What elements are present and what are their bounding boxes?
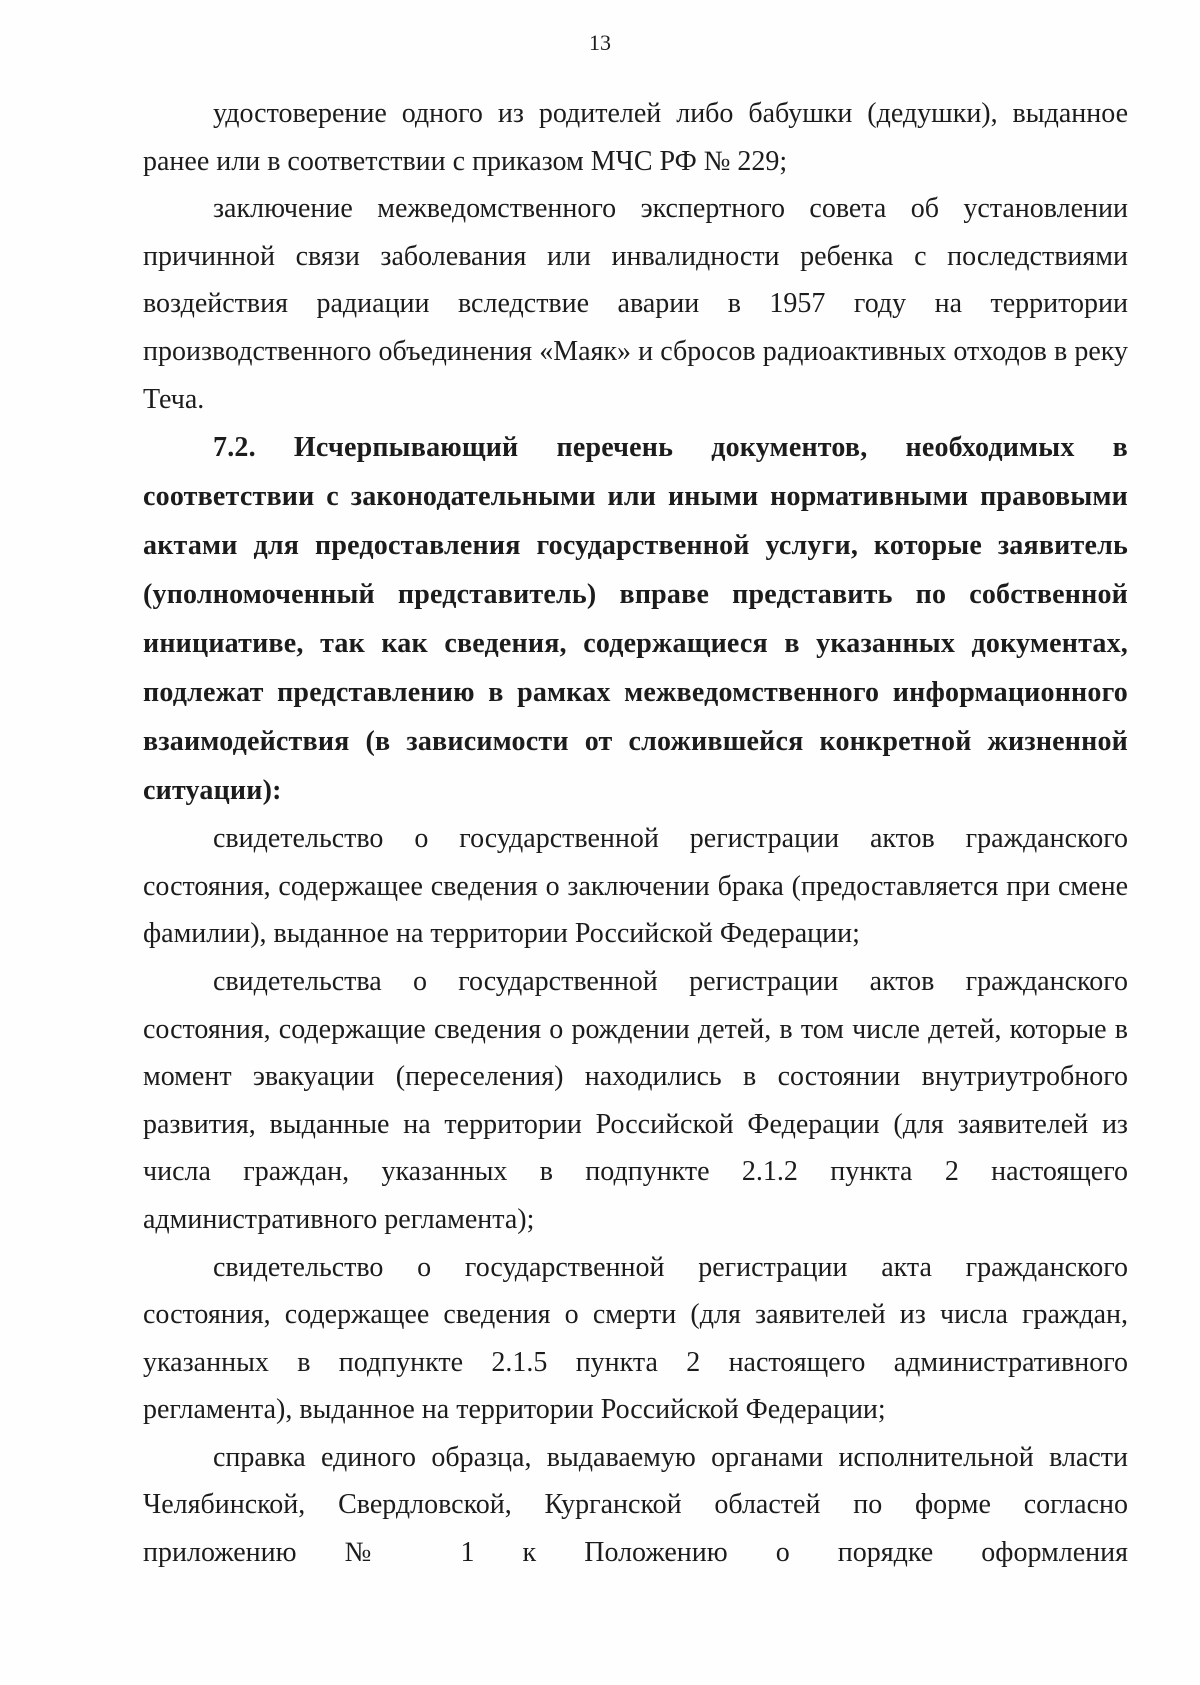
paragraph-parent-id: удостоверение одного из родителей либо бабушки (дедушки), выданное ранее или в соответствии с приказом МЧС РФ № 229; <box>143 98 1128 177</box>
section-heading-7-2: 7.2. Исчерпывающий перечень документов, необходимых в соответствии с законодательными или иными нормативными правовыми актами для предоставления государственной услуги, которые заявитель (уполномоченный представитель) вправе представить по собственной инициативе, так как сведения, содержащиеся в указанных документах, подлежат представлению в рамках межведомственного информационного взаимодействия (в зависимости от сложившейся конкретной жизненной ситуации): <box>143 432 1128 807</box>
paragraph-expert-council: заключение межведомственного экспертного совета об установлении причинной связи заболевания или инвалидности ребенка с последствиями воздействия радиации вследствие аварии в 1957 году на территории производственного объединения «Маяк» и сбросов радиоактивных отходов в реку Теча. <box>143 193 1128 415</box>
paragraph-marriage-certificate: свидетельство о государственной регистрации актов гражданского состояния, содержащее сведения о заключении брака (предоставляется при смене фамилии), выданное на территории Российской Федерации; <box>143 823 1128 950</box>
document-body <box>143 90 1128 1577</box>
paragraph-death-certificate: свидетельство о государственной регистрации акта гражданского состояния, содержащее сведения о смерти (для заявителей из числа граждан, указанных в подпункте 2.1.5 пункта 2 настоящего административного регламента), выданное на территории Российской Федерации; <box>143 1251 1128 1426</box>
paragraph-unified-certificate: справка единого образца, выдаваемую органами исполнительной власти Челябинской, Свердловской, Курганской областей по форме согласно приложению № 1 к Положению о порядке оформления <box>143 1441 1128 1569</box>
paragraph-birth-certificates: свидетельства о государственной регистрации актов гражданского состояния, содержащие сведения о рождении детей, в том числе детей, которые в момент эвакуации (переселения) находились в состоянии внутриутробного развития, выданные на территории Российской Федерации (для заявителей из числа граждан, указанных в подпункте 2.1.2 пункта 2 настоящего административного регламента); <box>143 965 1128 1235</box>
page-number: 13 <box>589 30 611 55</box>
